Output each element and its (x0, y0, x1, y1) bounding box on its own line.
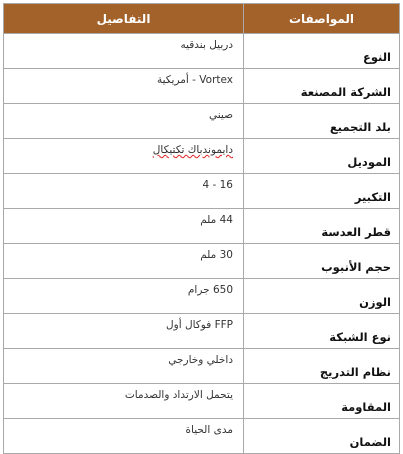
spec-name-magnification: التكبير (244, 174, 400, 209)
table-row (4, 244, 400, 279)
spec-value-durability: يتحمل الارتداد والصدمات (4, 384, 244, 419)
spec-name-lens-diameter: قطر العدسة (244, 209, 400, 244)
table-row (4, 419, 400, 454)
spec-value-tube-size: 30 ملم (4, 244, 244, 279)
spec-value-reticle-type: FFP فوكال أول (4, 314, 244, 349)
table-row (4, 314, 400, 349)
header-details: التفاصيل (4, 4, 244, 34)
spec-name-manufacturer: الشركة المصنعة (244, 69, 400, 104)
table-row (4, 279, 400, 314)
spec-name-tube-size: حجم الأنبوب (244, 244, 400, 279)
specifications-table (3, 3, 400, 454)
table-header-row (4, 4, 400, 34)
table-row (4, 34, 400, 69)
spec-name-durability: المقاومة (244, 384, 400, 419)
spec-name-reticle-type: نوع الشبكة (244, 314, 400, 349)
spec-name-assembly-country: بلد التجميع (244, 104, 400, 139)
spec-value-assembly-country: صيني (4, 104, 244, 139)
table-row (4, 384, 400, 419)
spec-name-model: الموديل (244, 139, 400, 174)
spec-name-warranty: الضمان (244, 419, 400, 454)
table-row (4, 349, 400, 384)
spec-value-model (4, 139, 244, 174)
table-row (4, 69, 400, 104)
spec-value-weight: 650 جرام (4, 279, 244, 314)
model-text: دايموندباك تكتيكال (152, 144, 233, 156)
spec-value-warranty: مدى الحياة (4, 419, 244, 454)
spec-name-turret-system: نظام التدريج (244, 349, 400, 384)
table-row (4, 139, 400, 174)
spec-value-turret-system: داخلي وخارجي (4, 349, 244, 384)
table-row (4, 209, 400, 244)
magnification-text: 4 - 16 (202, 179, 233, 191)
spec-name-weight: الوزن (244, 279, 400, 314)
table-row (4, 104, 400, 139)
spec-value-magnification (4, 174, 244, 209)
header-specifications: المواصفات (244, 4, 400, 34)
spec-name-type: النوع (244, 34, 400, 69)
table-row (4, 174, 400, 209)
spec-value-type: دربيل بندقيه (4, 34, 244, 69)
spec-value-lens-diameter: 44 ملم (4, 209, 244, 244)
manufacturer-text: Vortex - أمريكية (156, 74, 233, 86)
spec-value-manufacturer (4, 69, 244, 104)
